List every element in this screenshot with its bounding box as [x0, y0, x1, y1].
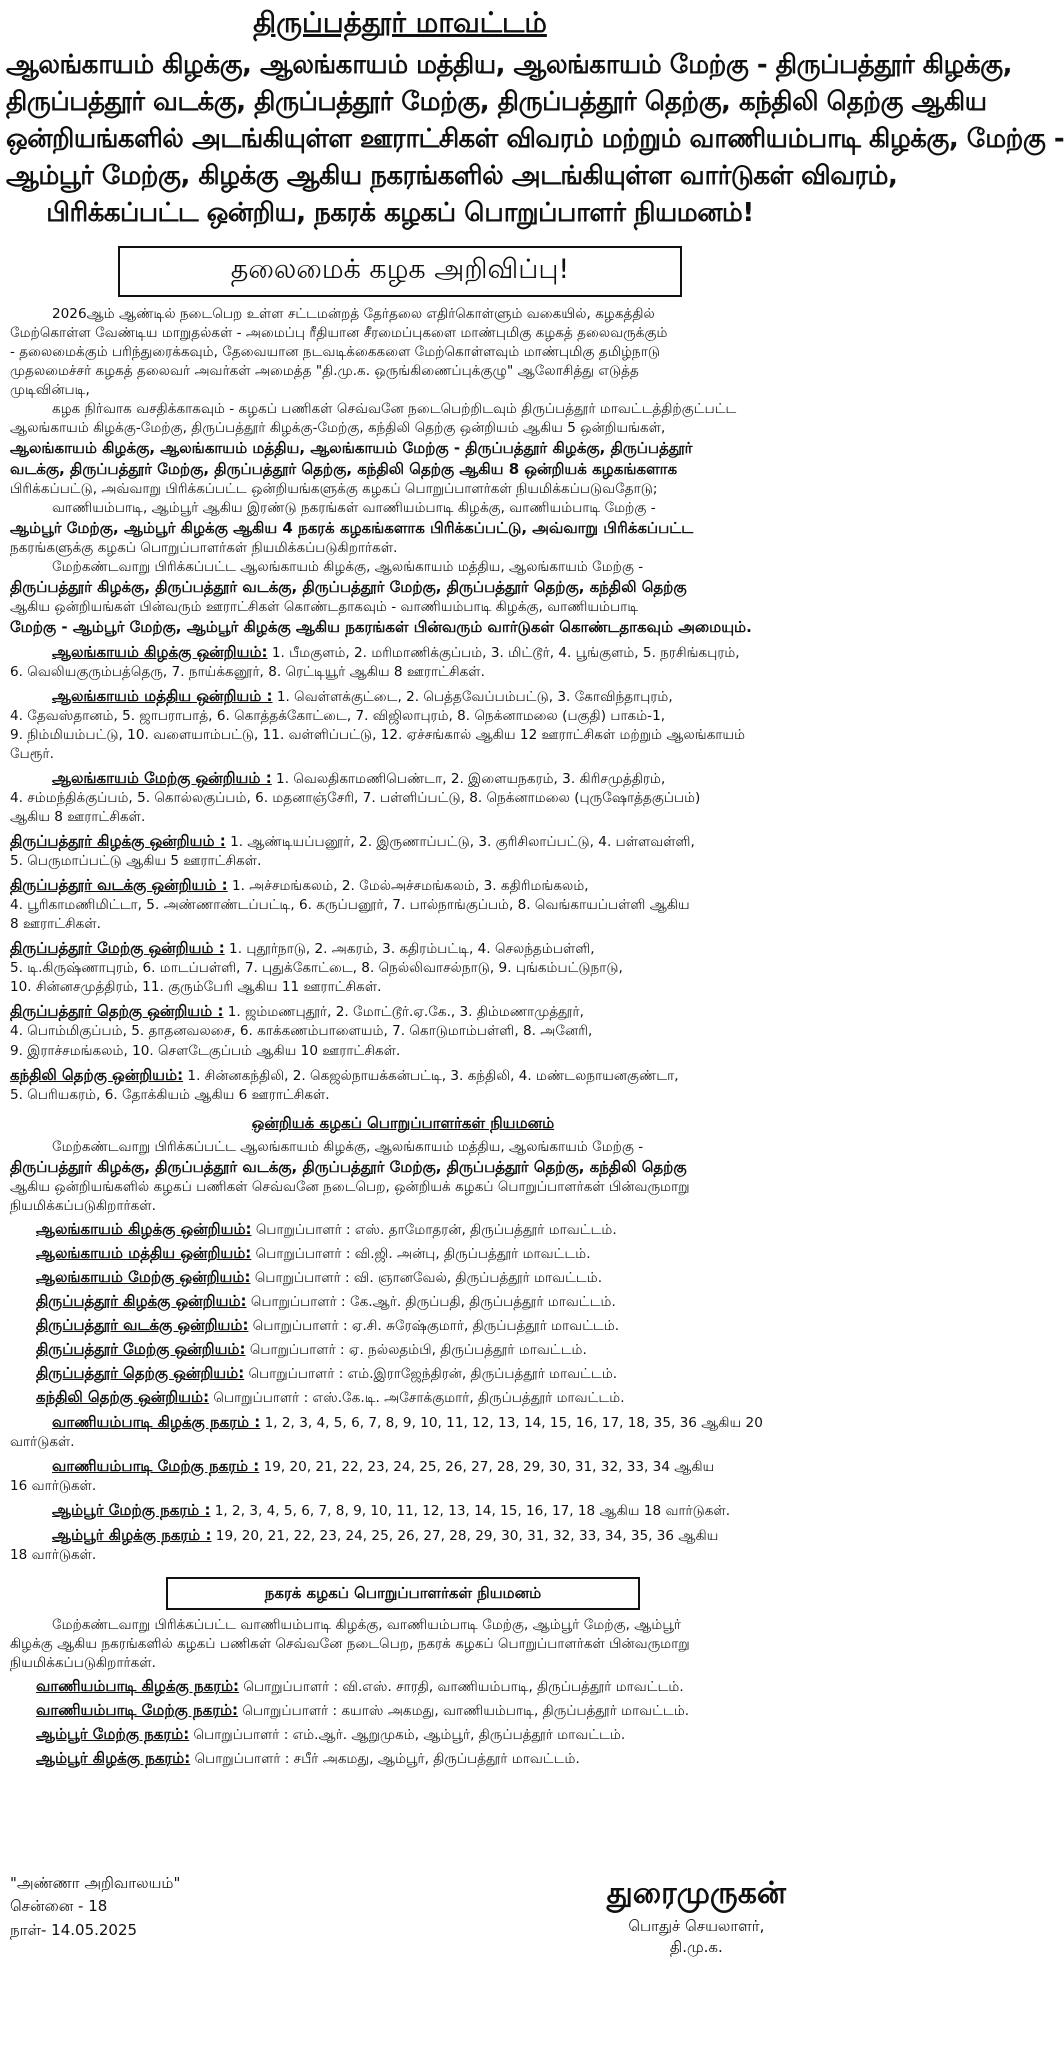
- text-line: மேற்கண்டவாறு பிரிக்கப்பட்ட வாணியம்பாடி கிழக்கு, வாணியம்பாடி மேற்கு, ஆம்பூர் மேற்கு, ஆம்பூர்: [52, 1617, 681, 1634]
- text-line: 9. நிம்மியம்பட்டு, 10. வளையாம்பட்டு, 11. வள்ளிப்பட்டு, 12. ஏச்சங்கால் ஆகிய 12 ஊராட்சிகள் மற்றும் ஆலங்காயம்: [10, 727, 746, 744]
- union-line: [10, 938, 796, 959]
- union-line: [10, 686, 796, 707]
- union-villages: 1. வெள்ளக்குட்டை, 2. பெத்தவேப்பம்பட்டு, 3. கோவிந்தாபுரம்,: [276, 688, 673, 705]
- appointee-name: பொறுப்பாளர் : சபீர் அகமது, ஆம்பூர், திருப்பத்தூர் மாவட்டம்.: [194, 1751, 580, 1768]
- town-appointee-list: [10, 1676, 796, 1769]
- text-line: ஆகிய 8 ஊராட்சிகள்.: [10, 809, 146, 826]
- appointee-unit: திருப்பத்தூர் கிழக்கு ஒன்றியம்:: [36, 1291, 247, 1310]
- appointee-unit: ஆம்பூர் கிழக்கு நகரம்:: [36, 1749, 191, 1768]
- union-villages: 1. சின்னகந்திலி, 2. கெஜல்நாயக்கன்பட்டி, 3. கந்திலி, 4. மண்டலநாயனகுண்டா,: [187, 1067, 679, 1084]
- union-appointment-intro: [10, 1138, 796, 1216]
- text-line: வார்டுகள்.: [10, 1433, 75, 1450]
- text-line: 4. தேவஸ்தானம், 5. ஜாபராபாத், 6. கொத்தக்கோட்டை, 7. விஜிலாபுரம், 8. நெக்னாமலை (பகுதி) பாகம்-1,: [10, 708, 666, 724]
- text-line: கிழக்கு ஆகிய நகரங்களில் கழகப் பணிகள் செவ்வனே நடைபெற, நகரக் கழகப் பொறுப்பாளர்கள் பின்வருமாறு: [10, 1636, 690, 1653]
- appointee-row: [36, 1363, 796, 1384]
- appointee-name: பொறுப்பாளர் : எஸ். தாமோதரன், திருப்பத்தூர் மாவட்டம்.: [255, 1221, 617, 1238]
- union-label: ஆலங்காயம் கிழக்கு ஒன்றியம்:: [52, 642, 268, 661]
- union-label: ஆலங்காயம் மத்திய ஒன்றியம் :: [52, 686, 273, 705]
- union-line: [10, 768, 796, 789]
- intro-paragraph: [10, 400, 796, 499]
- headline-line: ஆலங்காயம் கிழக்கு, ஆலங்காயம் மத்திய, ஆலங்காயம் மேற்கு - திருப்பத்தூர் கிழக்கு,: [6, 50, 1012, 80]
- town-ward-block: [10, 1412, 796, 1452]
- appointee-row: [36, 1748, 796, 1769]
- text-line: 4. பொம்மிகுப்பம், 5. தாதனவலசை, 6. காக்கணம்பாளையம், 7. கொடுமாம்பள்ளி, 8. அனேரி,: [10, 1023, 593, 1040]
- town-ward-list: [10, 1412, 796, 1565]
- union-villages: 1. வெலதிகாமணிபெண்டா, 2. இளையநகரம், 3. கிரிசமுத்திரம்,: [276, 771, 666, 788]
- text-line: முதலமைச்சர் கழகத் தலைவர் அவர்கள் அமைத்த "தி.மு.க. ஒருங்கிணைப்புக்குழு" ஆலோசித்து எடுத்த: [10, 362, 639, 379]
- town-ward-block: [10, 1456, 796, 1496]
- appointee-row: [36, 1219, 796, 1240]
- appointee-row: [36, 1676, 796, 1697]
- text-line: ஆலங்காயம் கிழக்கு-மேற்கு, திருப்பத்தூர் கிழக்கு-மேற்கு, கந்திலி தெற்கு ஒன்றியம் ஆகிய 5 ஒன்றியங்கள்,: [10, 419, 666, 436]
- text-line: 18 வார்டுகள்.: [10, 1547, 97, 1564]
- text-line: வடக்கு, திருப்பத்தூர் மேற்கு, திருப்பத்தூர் தெற்கு, கந்திலி தெற்கு ஆகிய 8 ஒன்றியக் கழகங்களாக: [10, 459, 678, 478]
- text-line: நியமிக்கப்படுகிறார்கள்.: [10, 1655, 156, 1672]
- appointee-name: பொறுப்பாளர் : வி.ஜி. அன்பு, திருப்பத்தூர் மாவட்டம்.: [255, 1245, 591, 1262]
- text-line: ஆலங்காயம் கிழக்கு, ஆலங்காயம் மத்திய, ஆலங்காயம் மேற்கு - திருப்பத்தூர் கிழக்கு, திருப்பத்தூர்: [10, 438, 693, 457]
- text-line: பிரிக்கப்பட்டு, அவ்வாறு பிரிக்கப்பட்ட ஒன்றியங்களுக்கு கழகப் பொறுப்பாளர்கள் நியமிக்கப்படுவதோடு;: [10, 480, 658, 497]
- headline-line: பிரிக்கப்பட்ட ஒன்றிய, நகரக் கழகப் பொறுப்பாளர் நியமனம்!: [46, 197, 754, 228]
- party-name: தி.மு.க.: [669, 1938, 723, 1957]
- text-line: மேற்கொள்ள வேண்டிய மாறுதல்கள் - அமைப்பு ரீதியான சீரமைப்புகளை மாண்புமிகு கழகத் தலைவருக்கும்: [10, 324, 668, 341]
- appointee-name: பொறுப்பாளர் : ஏ. நல்லதம்பி, திருப்பத்தூர் மாவட்டம்.: [249, 1341, 587, 1358]
- union-block: [10, 686, 796, 764]
- union-line: [10, 642, 796, 663]
- intro-paragraph: [10, 499, 796, 558]
- town-label: ஆம்பூர் கிழக்கு நகரம் :: [52, 1526, 212, 1545]
- intro-paragraph: [10, 305, 796, 400]
- appointee-unit: கந்திலி தெற்கு ஒன்றியம்:: [36, 1387, 210, 1406]
- union-appointee-list: [10, 1219, 796, 1408]
- appointee-row: [36, 1339, 796, 1360]
- union-label: திருப்பத்தூர் வடக்கு ஒன்றியம் :: [10, 876, 228, 895]
- appointee-name: பொறுப்பாளர் : வி. ஞானவேல், திருப்பத்தூர் மாவட்டம்.: [254, 1269, 603, 1286]
- appointee-row: [36, 1267, 796, 1288]
- union-line: [10, 831, 796, 852]
- ward-numbers: 1, 2, 3, 4, 5, 6, 7, 8, 9, 10, 11, 12, 13, 14, 15, 16, 17, 18, 35, 36 ஆகிய 20: [264, 1414, 763, 1431]
- text-line: முடிவின்படி,: [10, 381, 90, 398]
- union-line: [10, 1065, 796, 1086]
- ward-line: [10, 1456, 796, 1477]
- appointee-row: [36, 1724, 796, 1745]
- appointee-row: [36, 1315, 796, 1336]
- notice-page: [0, 6, 1064, 2054]
- union-villages: 1. புதூர்நாடு, 2. அகரம், 3. கதிரம்பட்டி, 4. செலந்தம்பள்ளி,: [229, 941, 595, 958]
- appointee-row: [36, 1291, 796, 1312]
- issuing-office: [10, 1872, 180, 1942]
- signatory-name: துரைமுருகன்: [606, 1876, 786, 1911]
- appointee-name: பொறுப்பாளர் : ஏ.சி. சுரேஷ்குமார், திருப்பத்தூர் மாவட்டம்.: [252, 1317, 620, 1334]
- text-line: 2026ஆம் ஆண்டில் நடைபெற உள்ள சட்டமன்றத் தேர்தலை எதிர்கொள்ளும் வகையில், கழகத்தில்: [52, 305, 655, 322]
- appointee-unit: திருப்பத்தூர் தெற்கு ஒன்றியம்:: [36, 1363, 245, 1382]
- union-label: கந்திலி தெற்கு ஒன்றியம்:: [10, 1065, 184, 1084]
- text-line: மேற்கு - ஆம்பூர் மேற்கு, ஆம்பூர் கிழக்கு ஆகிய நகரங்கள் பின்வரும் வார்டுகள் கொண்டதாகவும் அமையும்.: [10, 617, 752, 636]
- union-block: [10, 831, 796, 871]
- appointee-unit: ஆலங்காயம் மேற்கு ஒன்றியம்:: [36, 1267, 251, 1286]
- union-block: [10, 875, 796, 934]
- appointee-row: [36, 1700, 796, 1721]
- text-line: பேரூர்.: [10, 746, 54, 763]
- union-label: திருப்பத்தூர் கிழக்கு ஒன்றியம் :: [10, 832, 226, 851]
- town-label: வாணியம்பாடி கிழக்கு நகரம் :: [52, 1412, 261, 1431]
- text-line: ஆகிய ஒன்றியங்கள் பின்வரும் ஊராட்சிகள் கொண்டதாகவும் - வாணியம்பாடி கிழக்கு, வாணியம்பாடி: [10, 598, 639, 615]
- town-label: ஆம்பூர் மேற்கு நகரம் :: [52, 1501, 211, 1520]
- text-line: கழக நிர்வாக வசதிக்காகவும் - கழகப் பணிகள் செவ்வனே நடைபெற்றிடவும் திருப்பத்தூர் மாவட்டத்திற்குட்பட்ட: [52, 400, 737, 417]
- appointee-unit: திருப்பத்தூர் வடக்கு ஒன்றியம்:: [36, 1315, 249, 1334]
- signature-block: [607, 1872, 786, 1959]
- appointee-name: பொறுப்பாளர் : எம்.இராஜேந்திரன், திருப்பத்தூர் மாவட்டம்.: [248, 1365, 618, 1382]
- ward-line: [10, 1525, 796, 1546]
- union-appointment-title: ஒன்றியக் கழகப் பொறுப்பாளர்கள் நியமனம்: [251, 1113, 555, 1132]
- district-title: திருப்பத்தூர் மாவட்டம்: [253, 6, 547, 39]
- headline: [0, 43, 1064, 232]
- ward-numbers: 19, 20, 21, 22, 23, 24, 25, 26, 27, 28, 29, 30, 31, 32, 33, 34 ஆகிய: [263, 1459, 715, 1475]
- appointee-name: பொறுப்பாளர் : வி.எஸ். சாரதி, வாணியம்பாடி, திருப்பத்தூர் மாவட்டம்.: [243, 1679, 684, 1696]
- text-line: 8 ஊராட்சிகள்.: [10, 916, 101, 933]
- issue-date: நாள்- 14.05.2025: [10, 1920, 138, 1939]
- union-block: [10, 642, 796, 682]
- appointee-unit: திருப்பத்தூர் மேற்கு ஒன்றியம்:: [36, 1339, 246, 1358]
- text-line: மேற்கண்டவாறு பிரிக்கப்பட்ட ஆலங்காயம் கிழக்கு, ஆலங்காயம் மத்திய, ஆலங்காயம் மேற்கு -: [52, 558, 644, 575]
- town-ward-block: [10, 1525, 796, 1565]
- union-label: ஆலங்காயம் மேற்கு ஒன்றியம் :: [52, 769, 272, 788]
- town-appointment-intro: [10, 1616, 796, 1673]
- appointee-row: [36, 1243, 796, 1264]
- office-city: சென்னை - 18: [10, 1897, 108, 1916]
- union-label: திருப்பத்தூர் தெற்கு ஒன்றியம் :: [10, 1002, 224, 1021]
- text-line: நகரங்களுக்கு கழகப் பொறுப்பாளர்கள் நியமிக்கப்படுகிறார்கள்.: [10, 539, 398, 556]
- union-block: [10, 768, 796, 827]
- appointee-row: [36, 1387, 796, 1408]
- ward-line: [10, 1412, 796, 1433]
- union-block: [10, 1001, 796, 1060]
- text-line: - தலைமைக்கும் பரிந்துரைக்கவும், தேவையான நடவடிக்கைகளை மேற்கொள்ளவும் மாண்புமிகு தமிழ்நாடு: [10, 343, 660, 360]
- notice-body: [0, 305, 800, 1770]
- text-line: 5. பெரியகரம், 6. தோக்கியம் ஆகிய 6 ஊராட்சிகள்.: [10, 1086, 330, 1103]
- headline-line: ஆம்பூர் மேற்கு, கிழக்கு ஆகிய நகரங்களில் அடங்கியுள்ள வார்டுகள் விவரம்,: [6, 160, 898, 191]
- text-line: 6. வெலியகுரும்பத்தெரு, 7. நாய்க்கனூர், 8. ரெட்டியூர் ஆகிய 8 ஊராட்சிகள்.: [10, 663, 485, 680]
- ward-line: [10, 1500, 796, 1521]
- appointee-unit: வாணியம்பாடி மேற்கு நகரம்:: [36, 1701, 239, 1720]
- text-line: 5. டி.கிருஷ்ணாபுரம், 6. மாடப்பள்ளி, 7. புதுக்கோட்டை, 8. நெல்லிவாசல்நாடு, 9. புங்கம்பட்டுநாடு,: [10, 960, 623, 977]
- union-label: திருப்பத்தூர் மேற்கு ஒன்றியம் :: [10, 939, 225, 958]
- appointee-unit: ஆலங்காயம் கிழக்கு ஒன்றியம்:: [36, 1219, 252, 1238]
- office-name: "அண்ணா அறிவாலயம்": [10, 1874, 181, 1892]
- appointee-name: பொறுப்பாளர் : கயாஸ் அகமது, வாணியம்பாடி, திருப்பத்தூர் மாவட்டம்.: [242, 1703, 690, 1720]
- appointee-unit: ஆலங்காயம் மத்திய ஒன்றியம்:: [36, 1243, 252, 1262]
- text-line: நியமிக்கப்படுகிறார்கள்.: [10, 1197, 156, 1214]
- union-villages: 1. பீமகுளம், 2. மரிமாணிக்குப்பம், 3. மிட்டூர், 4. பூங்குளம், 5. நரசிங்கபுரம்,: [271, 644, 740, 661]
- text-line: 9. இராச்சமங்கலம், 10. சௌடேகுப்பம் ஆகிய 10 ஊராட்சிகள்.: [10, 1042, 401, 1059]
- headline-line: திருப்பத்தூர் வடக்கு, திருப்பத்தூர் மேற்கு, திருப்பத்தூர் தெற்கு, கந்திலி தெற்கு ஆகிய: [6, 86, 987, 117]
- signatory-designation: பொதுச் செயலாளர்,: [628, 1916, 765, 1935]
- union-villages: 1. ஜம்மணபுதூர், 2. மோட்டூர்.ஏ.கே., 3. திம்மணாமுத்தூர்,: [227, 1004, 584, 1021]
- text-line: திருப்பத்தூர் கிழக்கு, திருப்பத்தூர் வடக்கு, திருப்பத்தூர் மேற்கு, திருப்பத்தூர் தெற்கு, கந்திலி தெற்கு: [10, 1157, 687, 1176]
- union-line: [10, 1001, 796, 1022]
- text-line: 4. சம்மந்திக்குப்பம், 5. கொல்லகுப்பம், 6. மதனாஞ்சேரி, 7. பள்ளிப்பட்டு, 8. நெக்னாமலை (புருஷோத்தகுப்பம்): [10, 790, 701, 807]
- announcement-box: தலைமைக் கழக அறிவிப்பு!: [118, 246, 682, 297]
- town-label: வாணியம்பாடி மேற்கு நகரம் :: [52, 1457, 260, 1475]
- appointee-unit: ஆம்பூர் மேற்கு நகரம்:: [36, 1725, 190, 1744]
- intro-paragraph: [10, 558, 796, 638]
- text-line: திருப்பத்தூர் கிழக்கு, திருப்பத்தூர் வடக்கு, திருப்பத்தூர் மேற்கு, திருப்பத்தூர் தெற்கு, கந்திலி தெற்கு: [10, 577, 687, 596]
- text-line: வாணியம்பாடி, ஆம்பூர் ஆகிய இரண்டு நகரங்கள் வாணியம்பாடி கிழக்கு, வாணியம்பாடி மேற்கு -: [52, 499, 656, 516]
- text-line: ஆகிய ஒன்றியங்களில் கழகப் பணிகள் செவ்வனே நடைபெற, ஒன்றியக் கழகப் பொறுப்பாளர்கள் பின்வருமாறு: [10, 1178, 690, 1195]
- text-line: 5. பெருமாப்பட்டு ஆகிய 5 ஊராட்சிகள்.: [10, 853, 262, 870]
- appointee-unit: வாணியம்பாடி கிழக்கு நகரம்:: [36, 1677, 240, 1696]
- appointee-name: பொறுப்பாளர் : கே.ஆர். திருப்பதி, திருப்பத்தூர் மாவட்டம்.: [250, 1293, 616, 1310]
- ward-numbers: 1, 2, 3, 4, 5, 6, 7, 8, 9, 10, 11, 12, 13, 14, 15, 16, 17, 18 ஆகிய 18 வார்டுகள்.: [214, 1503, 731, 1520]
- union-block: [10, 1065, 796, 1105]
- union-villages: 1. ஆண்டியப்பனூர், 2. இருணாப்பட்டு, 3. குரிசிலாப்பட்டு, 4. பள்ளவள்ளி,: [230, 834, 695, 851]
- text-line: மேற்கண்டவாறு பிரிக்கப்பட்ட ஆலங்காயம் கிழக்கு, ஆலங்காயம் மத்திய, ஆலங்காயம் மேற்கு -: [52, 1138, 644, 1155]
- union-block: [10, 938, 796, 997]
- union-villages: 1. அச்சமங்கலம், 2. மேல்அச்சமங்கலம், 3. கதிரிமங்கலம்,: [232, 878, 589, 895]
- text-line: 16 வார்டுகள்.: [10, 1478, 97, 1495]
- text-line: ஆம்பூர் மேற்கு, ஆம்பூர் கிழக்கு ஆகிய 4 நகரக் கழகங்களாக பிரிக்கப்பட்டு, அவ்வாறு பிரிக்கப்பட்ட: [10, 518, 694, 537]
- appointee-name: பொறுப்பாளர் : எஸ்.கே.டி. அசோக்குமார், திருப்பத்தூர் மாவட்டம்.: [213, 1389, 625, 1406]
- town-appointment-title: நகரக் கழகப் பொறுப்பாளர்கள் நியமனம்: [166, 1577, 640, 1610]
- town-ward-block: [10, 1500, 796, 1521]
- appointee-name: பொறுப்பாளர் : எம்.ஆர். ஆறுமுகம், ஆம்பூர், திருப்பத்தூர் மாவட்டம்.: [193, 1727, 626, 1744]
- text-line: 10. சின்னசமுத்திரம், 11. குரும்பேரி ஆகிய 11 ஊராட்சிகள்.: [10, 979, 382, 996]
- headline-line: ஒன்றியங்களில் அடங்கியுள்ள ஊராட்சிகள் விவரம் மற்றும் வாணியம்பாடி கிழக்கு, மேற்கு -: [6, 123, 1064, 154]
- union-line: [10, 875, 796, 896]
- ward-numbers: 19, 20, 21, 22, 23, 24, 25, 26, 27, 28, 29, 30, 31, 32, 33, 34, 35, 36 ஆகிய: [215, 1528, 719, 1545]
- text-line: 4. பூரிகாமணிமிட்டா, 5. அண்ணாண்டப்பட்டி, 6. கருப்பனூர், 7. பால்நாங்குப்பம், 8. வெங்காயப்பள்ளி ஆகிய: [10, 897, 690, 914]
